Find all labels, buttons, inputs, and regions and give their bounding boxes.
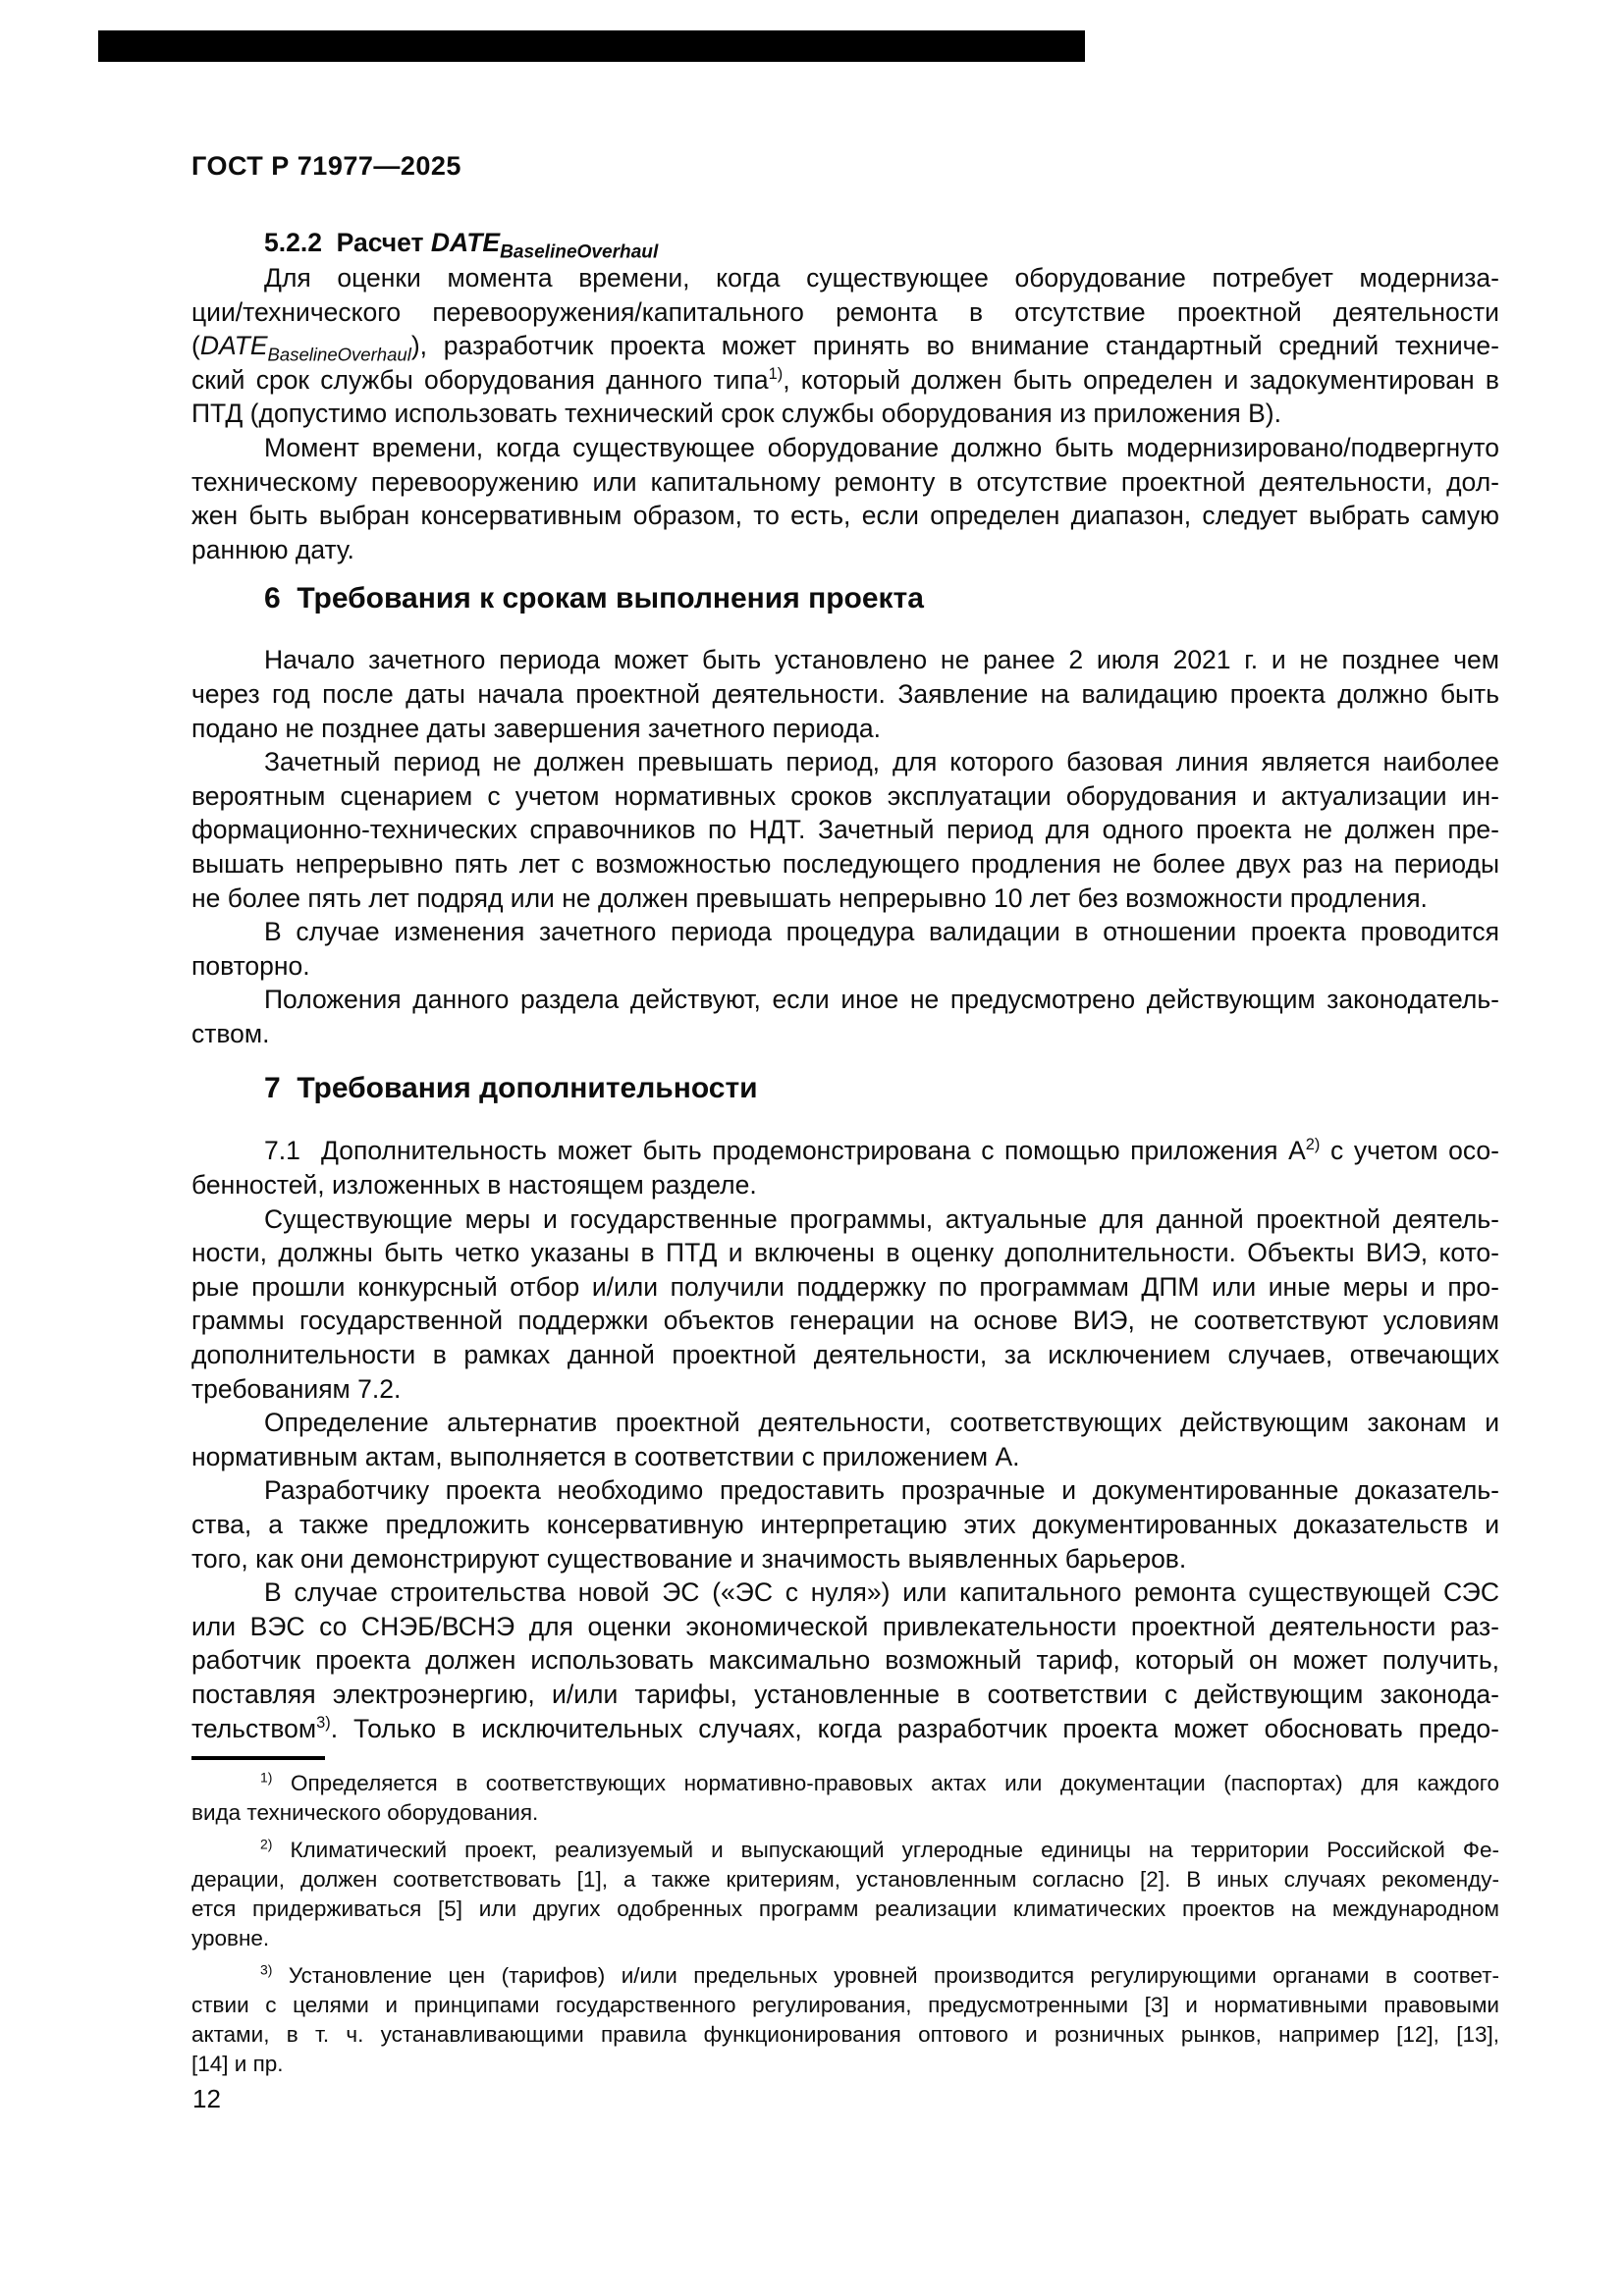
text-line: Существующие меры и государственные программы, актуальные для данной проектной деятель-: [264, 1203, 1499, 1234]
section-heading-7: 7 Требования дополнительности: [264, 1072, 758, 1105]
text-line: нормативным актам, выполняется в соответствии с приложением А.: [191, 1441, 1020, 1471]
text-line: повторно.: [191, 950, 310, 981]
paragraph: [191, 1406, 1499, 1473]
text-line: В случае изменения зачетного периода процедура валидации в отношении проекта проводится: [264, 917, 1499, 947]
text-line: актами, в т. ч. устанавливающими правила функционирования оптового и розничных рынков, например [12], [13],: [191, 2022, 1499, 2048]
text-line: через год после даты начала проектной деятельности. Заявление на валидацию проекта должно быть: [191, 678, 1499, 709]
text-line: вида технического оборудования.: [191, 1800, 539, 1826]
footnote-2: [191, 1836, 1499, 1953]
text-line: ется придерживаться [5] или других одобренных программ реализации климатических проектов на международном: [191, 1896, 1499, 1922]
document-id-header: ГОСТ Р 71977—2025: [191, 151, 461, 181]
text-line: Для оценки момента времени, когда существующее оборудование потребует модерниза-: [264, 263, 1499, 293]
text-line: $(DATE_{BaselineOverhaul})$, разработчик проекта может принять во внимание стандартный средний техниче-: [191, 331, 1499, 363]
text-line: ности, должны быть четко указаны в ПТД и включены в оценку дополнительности. Объекты ВИЭ, кото-: [191, 1238, 1499, 1268]
section-heading-6: 6 Требования к срокам выполнения проекта: [264, 582, 924, 615]
paragraph: [191, 261, 1499, 431]
text-line: раннюю дату.: [191, 534, 354, 564]
text-line: ством.: [191, 1018, 270, 1048]
footnote-separator-rule: [191, 1756, 325, 1760]
text-line: техническому перевооружению или капитальному ремонту в отсутствие проектной деятельности, дол-: [191, 466, 1499, 497]
text-line: Положения данного раздела действуют, если иное не предусмотрено действующим законодатель-: [264, 985, 1499, 1015]
text-line: не более пять лет подряд или не должен превышать непрерывно 10 лет без возможности продления.: [191, 882, 1428, 913]
paragraph: [191, 643, 1499, 745]
text-line: [14] и пр.: [191, 2052, 284, 2077]
text-line: бенностей, изложенных в настоящем разделе.: [191, 1170, 757, 1201]
text-line: дерации, должен соответствовать [1], а также критериям, установленным согласно [2]. В иных случаях рекоменду-: [191, 1867, 1499, 1893]
text-line: вероятным сценарием с учетом нормативных сроков эксплуатации оборудования и актуализации ин-: [191, 780, 1499, 811]
paragraph: [191, 915, 1499, 983]
text-line: $^{1)}$ Определяется в соответствующих нормативно-правовых актах или документации (паспортах) для каждого: [260, 1769, 1499, 1796]
page-number: 12: [192, 2084, 221, 2113]
text-line: граммы государственной поддержки объектов генерации на основе ВИЭ, не соответствуют условиям: [191, 1306, 1499, 1336]
paragraph: [191, 1575, 1499, 1745]
footnote-3: [191, 1961, 1499, 2079]
text-line: уровне.: [191, 1926, 270, 1951]
footnote-1: [191, 1769, 1499, 1828]
text-line: ПТД (допустимо использовать технический срок службы оборудования из приложения В).: [191, 399, 1281, 429]
text-line: $^{3)}$ Установление цен (тарифов) и/или предельных уровней производится регулирующими органами в соответ-: [260, 1961, 1499, 1989]
text-line: вышать непрерывно пять лет с возможностью последующего продления не более двух раз на периоды: [191, 848, 1499, 879]
text-line: требованиям 7.2.: [191, 1373, 402, 1404]
paragraph: [191, 1134, 1499, 1201]
text-line: Зачетный период не должен превышать период, для которого базовая линия является наиболее: [264, 747, 1499, 777]
text-line: тельством$^{3)}$. Только в исключительных случаях, когда разработчик проекта может обосновать предо-: [191, 1713, 1499, 1743]
text-line: рые прошли конкурсный отбор и/или получили поддержку по программам ДПМ или иные меры и про-: [191, 1271, 1499, 1302]
paragraph: [191, 745, 1499, 915]
paragraph: [191, 983, 1499, 1050]
text-line: Определение альтернатив проектной деятельности, соответствующих действующим законам и: [264, 1408, 1499, 1438]
text-line: Разработчику проекта необходимо предоставить прозрачные и документированные доказатель-: [264, 1475, 1499, 1506]
text-line: формационно-технических справочников по НДТ. Зачетный период для одного проекта не должен пре-: [191, 815, 1499, 845]
text-line: поставляя электроэнергию, и/или тарифы, установленные в соответствии с действующим законода-: [191, 1679, 1499, 1709]
text-line: ский срок службы оборудования данного типа$^{1)}$, который должен быть определен и задокументирован в: [191, 364, 1499, 395]
text-line: ствии с целями и принципами государственного регулирования, предусмотренными [3] и нормативными правовыми: [191, 1993, 1499, 2018]
text-line: того, как они демонстрируют существование и значимость выявленных барьеров.: [191, 1543, 1187, 1574]
page-content: [191, 0, 1499, 2079]
text-line: работчик проекта должен использовать максимально возможный тариф, который он может получить,: [191, 1645, 1499, 1676]
paragraph: [191, 431, 1499, 566]
text-line: подано не позднее даты завершения зачетного периода.: [191, 713, 881, 743]
text-line: Начало зачетного периода может быть установлено не ранее 2 июля 2021 г. и не позднее чем: [264, 645, 1499, 675]
paragraph: [191, 1202, 1499, 1407]
text-line: Момент времени, когда существующее оборудование должно быть модернизировано/подвергнуто: [264, 432, 1499, 462]
text-line: В случае строительства новой ЭС («ЭС с нуля») или капитального ремонта существующей СЭС: [264, 1577, 1499, 1608]
text-line: или ВЭС со СНЭБ/ВСНЭ для оценки экономической привлекательности проектной деятельности раз-: [191, 1611, 1499, 1641]
text-line: жен быть выбран консервативным образом, то есть, если определен диапазон, следует выбрать самую: [191, 501, 1499, 531]
text-line: дополнительности в рамках данной проектной деятельности, за исключением случаев, отвечающих: [191, 1340, 1499, 1370]
paragraph: [191, 1473, 1499, 1575]
subsection-heading-5-2-2: 5.2.2 Расчет $DATE_{BaselineOverhaul}$: [264, 228, 659, 263]
text-line: 7.1 Дополнительность может быть продемонстрирована с помощью приложения $А^{2)}$ с учетом осо-: [264, 1136, 1499, 1166]
text-line: ции/технического перевооружения/капитального ремонта в отсутствие проектной деятельности: [191, 296, 1499, 327]
text-line: $^{2)}$ Климатический проект, реализуемый и выпускающий углеродные единицы на территории Российской Фе-: [260, 1836, 1499, 1863]
footnotes-block: [191, 1769, 1499, 2079]
text-line: ства, а также предложить консервативную интерпретацию этих документированных доказательств и: [191, 1510, 1499, 1539]
